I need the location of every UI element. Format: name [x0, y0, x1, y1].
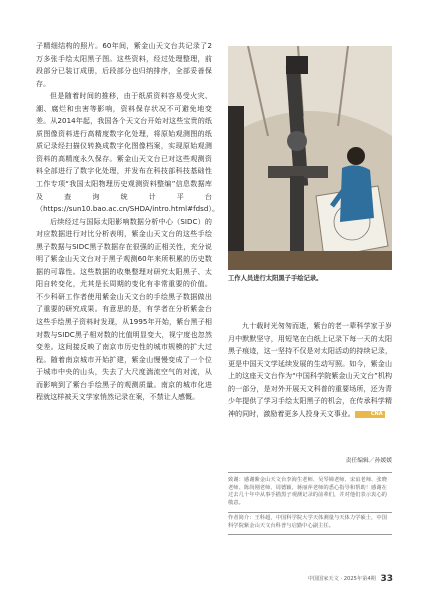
- right-paragraph-1: [228, 320, 392, 420]
- editor-credit: 责任编辑／孙媛媛: [345, 458, 392, 464]
- left-column: [36, 40, 220, 560]
- acknowledgement: 致谢：感谢紫金山天文台李海生老师、吴琴娣老师、宋谊老师、张晓老师、陈尚刚老师、周德颖、蒋丽萍老师的悉心指导和帮助！感谢在过去几十年中从事手描黑子观测记录的前辈们，并对他们表示衷心的敬意。: [228, 472, 392, 513]
- author-bio: 作者简介：王科超，中国科学院大学天体测量与天体力学硕士，中国科学院紫金山天文台科普与启勤中心副主任。: [228, 515, 392, 535]
- left-paragraph-2: 但是随着时间的推移，由于纸质资料容易受火灾、潮、腐烂和虫害等影响，资料保存状况不可避免地变差。从2014年起，我国各个天文台开始对这些宝贵的纸质图像资料进行高精度数字化处理，将原始观测图的纸质记录经扫描仪转换成数字化图像档案，实现原始观测资料的高精度永久保存。紫金山天文台已对这些观测资料全部进行了数字化处理，并发布在科技部科技基础性工作专项“我国太阳物理历史观测资料整编”信息数据库及查询统计平台（https://sun10.bao.ac.cn/SHDA/intro.html#fdsd）。: [36, 91, 220, 214]
- right-paragraph-1-text: 九十载时光匆匆而逝，紫台的老一辈科学家于岁月中默默坚守，用短笔在白纸上记录下每一天的太阳黑子痕迹，这一坚持不仅是对太阳活动的持续记录，更是中国天文学延续发展的生动写照。如今，紫金山上的这座天文台作为“中国科学院紫金山天文台”机构的一部分，是对外开展天文科普的重要场所，还为青少年提供了学习手绘太阳黑子的机会，在传承科学精神的同时，激励着更多人投身天文事业。: [228, 321, 392, 418]
- left-paragraph-3: 后续经过与国际太阳影响数据分析中心（SIDC）的对应数据进行对比分析表明，紫金山天文台的这些手绘黑子数据与SIDC黑子数据存在很强的正相关性，充分说明了紫金山天文台对于黑子观测60年来所积累的历史数据的可靠性。这些数据的收集整理对研究太阳黑子、太阳自转变化，尤其是长周期的变化有非常重要的价值。不少科研工作者使用紫金山天文台的手绘黑子数据做出了重要的研究成果。有意思的是，有学者在分析紫金台这些手绘黑子资料时发现，从1995年开始，紫台黑子相对数与SIDC黑子相对数的比值明显变大，视宁度也忽然变差。这间接反映了南京市历史性的城市规模的扩大过程。随着南京城市开始扩建，紫金山慢慢变成了一个位于城市中央的山头，失去了大尺度湍流空气的对流，从而影响到了紫台手绘黑子的观测质量。南京的城市化进程就这样被天文学家悄然记录在案，不禁让人感慨。: [36, 216, 212, 402]
- page-footer: [308, 574, 393, 584]
- photo-caption: 工作人员进行太阳黑子手绘记录。: [228, 275, 323, 282]
- journal-name: 中国国家天文 · 2025年第4期: [307, 576, 376, 582]
- end-mark: CNA: [355, 411, 385, 418]
- page-number: 33: [380, 574, 393, 584]
- right-text: [228, 320, 392, 420]
- observatory-photo: [228, 46, 392, 270]
- left-paragraph-1: 子精细结构的照片。60年间，紫金山天文台共记录了2万多张手绘太阳黑子图。这些资料，经过处理整理，前段部分已装订成册，后段部分也归纳排序，全部妥善保存。: [36, 41, 212, 88]
- observatory-photo-illustration: [228, 46, 392, 270]
